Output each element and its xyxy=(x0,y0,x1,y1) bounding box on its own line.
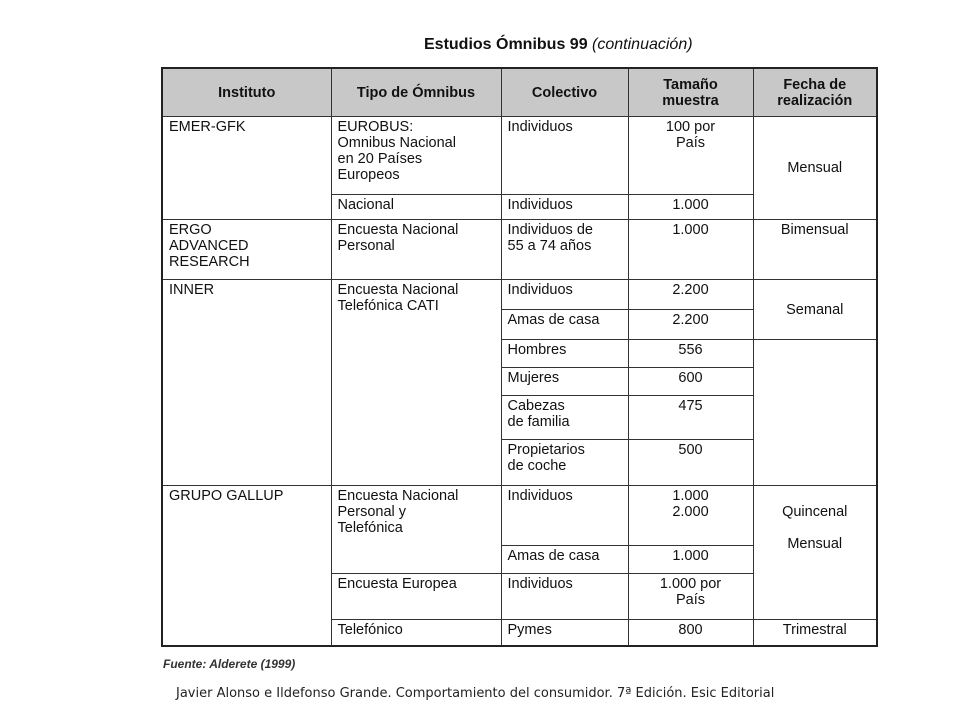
omnibus-table xyxy=(161,67,878,647)
cell-tamano: 2.200 xyxy=(628,310,753,340)
cell-tamano: 556 xyxy=(628,340,753,368)
cell-colectivo: Individuos xyxy=(501,280,628,310)
cell-tamano: 800 xyxy=(628,620,753,646)
cell-tamano: 500 xyxy=(628,440,753,486)
header-colectivo: Colectivo xyxy=(501,68,628,117)
cell-tipo: Nacional xyxy=(331,195,501,220)
cell-colectivo: Propietarios de coche xyxy=(501,440,628,486)
cell-tamano: 475 xyxy=(628,396,753,440)
cell-tipo: Encuesta Nacional Telefónica CATI xyxy=(331,280,501,486)
cell-fecha: Mensual xyxy=(753,117,877,220)
table-row xyxy=(162,486,877,546)
cell-instituto: GRUPO GALLUP xyxy=(162,486,331,646)
cell-colectivo: Mujeres xyxy=(501,368,628,396)
cell-colectivo: Cabezas de familia xyxy=(501,396,628,440)
cell-instituto: EMER-GFK xyxy=(162,117,331,220)
table-row xyxy=(162,220,877,280)
cell-colectivo: Pymes xyxy=(501,620,628,646)
cell-tipo: Encuesta Nacional Personal xyxy=(331,220,501,280)
cell-tipo: Telefónico xyxy=(331,620,501,646)
title-main: Estudios Ómnibus 99 xyxy=(424,36,588,53)
cell-tamano: 1.000 2.000 xyxy=(628,486,753,546)
cell-tamano: 1.000 xyxy=(628,546,753,574)
cell-colectivo: Individuos de 55 a 74 años xyxy=(501,220,628,280)
cell-tipo: EUROBUS: Omnibus Nacional en 20 Países Europeos xyxy=(331,117,501,195)
cell-tamano: 600 xyxy=(628,368,753,396)
cell-fecha: Semanal xyxy=(753,280,877,340)
cell-colectivo: Individuos xyxy=(501,574,628,620)
header-row xyxy=(162,68,877,117)
cell-fecha: Quincenal Mensual xyxy=(753,486,877,620)
header-tamano: Tamaño muestra xyxy=(628,68,753,117)
cell-tamano: 1.000 xyxy=(628,195,753,220)
header-tipo: Tipo de Ómnibus xyxy=(331,68,501,117)
source-note: Fuente: Alderete (1999) xyxy=(163,657,296,671)
table-title xyxy=(424,36,693,54)
cell-colectivo: Amas de casa xyxy=(501,546,628,574)
table-row xyxy=(162,117,877,195)
cell-instituto: ERGO ADVANCED RESEARCH xyxy=(162,220,331,280)
header-instituto: Instituto xyxy=(162,68,331,117)
cell-tipo: Encuesta Europea xyxy=(331,574,501,620)
cell-colectivo: Individuos xyxy=(501,117,628,195)
cell-fecha: Trimestral xyxy=(753,620,877,646)
cell-tamano: 1.000 por País xyxy=(628,574,753,620)
cell-colectivo: Individuos xyxy=(501,486,628,546)
cell-tipo: Encuesta Nacional Personal y Telefónica xyxy=(331,486,501,574)
cell-tamano: 1.000 xyxy=(628,220,753,280)
title-continuation: (continuación) xyxy=(592,36,693,53)
header-fecha: Fecha de realización xyxy=(753,68,877,117)
cell-tamano: 2.200 xyxy=(628,280,753,310)
cell-colectivo: Hombres xyxy=(501,340,628,368)
cell-fecha-empty xyxy=(753,340,877,486)
cell-tamano: 100 por País xyxy=(628,117,753,195)
book-credit: Javier Alonso e Ildefonso Grande. Comportamiento del consumidor. 7ª Edición. Esic Editorial xyxy=(176,686,775,701)
table-row xyxy=(162,280,877,310)
cell-instituto: INNER xyxy=(162,280,331,486)
cell-colectivo: Individuos xyxy=(501,195,628,220)
cell-colectivo: Amas de casa xyxy=(501,310,628,340)
cell-fecha: Bimensual xyxy=(753,220,877,280)
